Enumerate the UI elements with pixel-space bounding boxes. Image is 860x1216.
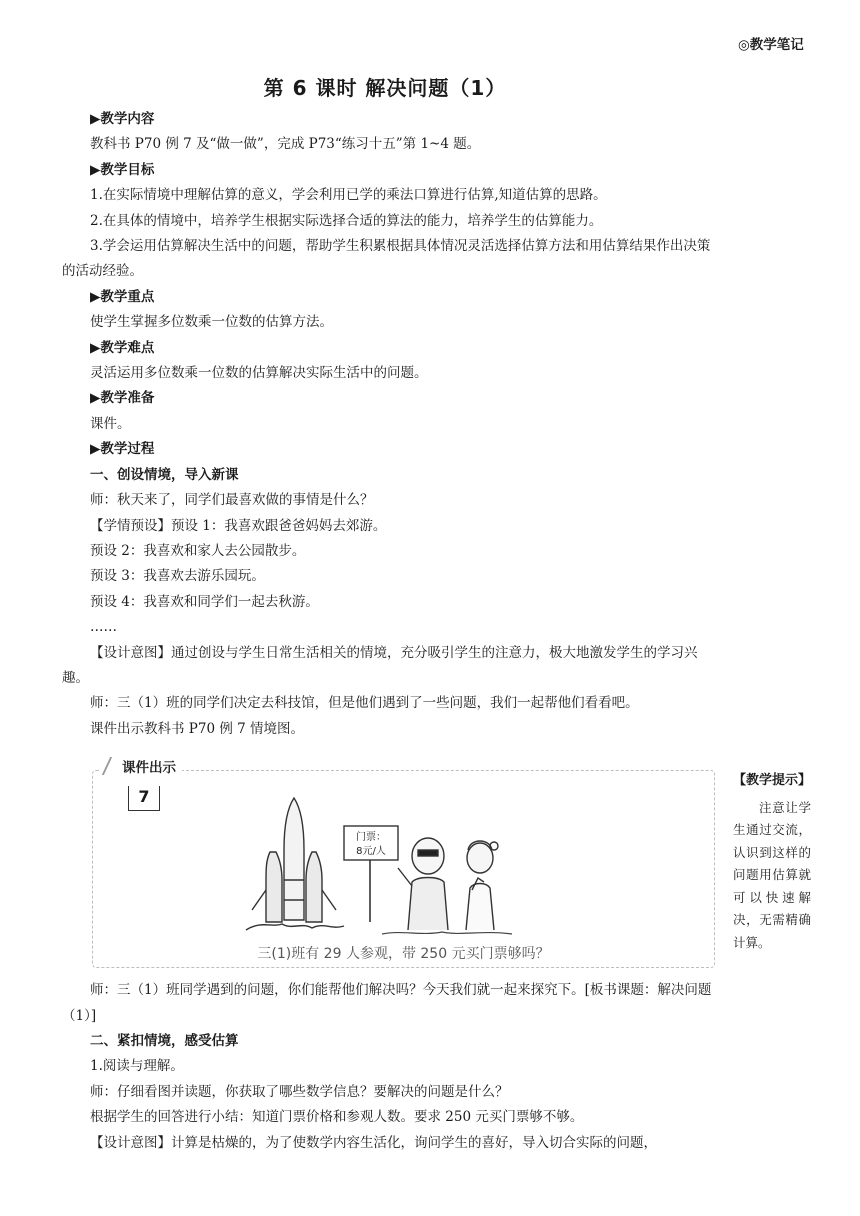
section-2-title: 二、紧扣情境，感受估算 xyxy=(90,1032,239,1049)
teaching-tip-title: 【教学提示】 xyxy=(733,773,812,788)
dialogue-line: 师：三（1）班同学遇到的问题，你们能帮他们解决吗？今天我们就一起来探究下。[板书课题：解决问题（1）] xyxy=(62,982,712,1024)
preparation-text: 课件。 xyxy=(90,415,131,432)
page-title: 第 6 课时 解决问题（1） xyxy=(263,76,507,100)
sign-line-1: 门票： xyxy=(356,832,386,844)
step-line: 1.阅读与理解。 xyxy=(90,1058,184,1075)
ticket-sign xyxy=(344,826,398,922)
teaching-tip xyxy=(733,770,811,954)
example-number: 7 xyxy=(128,786,160,811)
grass xyxy=(382,932,512,934)
courseware-tag-label: 课件出示 xyxy=(122,760,176,777)
dialogue-line: 师：仔细看图并读题，你获取了哪些数学信息？要解决的问题是什么？ xyxy=(90,1083,509,1100)
key-point-heading: ▶教学重点 xyxy=(90,288,155,305)
ellipsis-line: …… xyxy=(90,619,117,636)
teaching-notes-header: ◎教学笔记 xyxy=(738,37,804,53)
dialogue-line: 师：三（1）班的同学们决定去科技馆，但是他们遇到了一些问题，我们一起帮他们看看吧。 xyxy=(90,695,639,712)
courseware-tag xyxy=(100,756,182,781)
goal-item: 1.在实际情境中理解估算的意义，学会利用已学的乘法口算进行估算,知道估算的思路。 xyxy=(90,187,607,204)
key-point-text: 使学生掌握多位数乘一位数的估算方法。 xyxy=(90,314,333,331)
teaching-tip-text: 注意让学生通过交流，认识到这样的问题用估算就可以快速解决，无需精确计算。 xyxy=(733,799,811,950)
sign-line-2: 8元/人 xyxy=(356,846,386,858)
difficulty-text: 灵活运用多位数乘一位数的估算解决实际生活中的问题。 xyxy=(90,365,428,382)
goal-item: 3.学会运用估算解决生活中的问题，帮助学生积累根据具体情况灵活选择估算方法和用估算结果作出决策的活动经验。 xyxy=(62,238,711,280)
dialogue-line: 预设 3：我喜欢去游乐园玩。 xyxy=(90,568,265,585)
design-intent: 【设计意图】通过创设与学生日常生活相关的情境，充分吸引学生的注意力，极大地激发学生的学习兴趣。 xyxy=(62,644,698,686)
dialogue-line: 预设 4：我喜欢和同学们一起去秋游。 xyxy=(90,593,319,610)
design-intent: 【设计意图】计算是枯燥的，为了使数学内容生活化，询问学生的喜好，导入切合实际的问题， xyxy=(90,1134,657,1151)
dialogue-line: 课件出示教科书 P70 例 7 情境图。 xyxy=(90,720,305,737)
difficulty-heading: ▶教学难点 xyxy=(90,339,155,356)
content-text: 教科书 P70 例 7 及“做一做”，完成 P73“练习十五”第 1~4 题。 xyxy=(90,136,481,153)
scene-illustration xyxy=(232,790,532,940)
rocket-icon xyxy=(246,798,344,930)
courseware-figure xyxy=(92,756,715,968)
goals-heading: ▶教学目标 xyxy=(90,161,155,178)
summary-line: 根据学生的回答进行小结：知道门票价格和参观人数。要求 250 元买门票够不够。 xyxy=(90,1109,584,1126)
preparation-heading: ▶教学准备 xyxy=(90,390,155,407)
process-heading: ▶教学过程 xyxy=(90,441,155,458)
goal-item: 2.在具体的情境中，培养学生根据实际选择合适的算法的能力，培养学生的估算能力。 xyxy=(90,212,603,229)
teacher-figure-icon xyxy=(398,838,448,930)
main-content xyxy=(62,107,717,1156)
section-1-title: 一、创设情境，导入新课 xyxy=(90,466,239,483)
figure-caption: 三(1)班有 29 人参观，带 250 元买门票够吗？ xyxy=(257,946,550,963)
content-heading: ▶教学内容 xyxy=(90,111,155,127)
student-figure-icon xyxy=(466,841,498,930)
dialogue-line: 预设 2：我喜欢和家人去公园散步。 xyxy=(90,542,306,559)
dialogue-line: 师：秋天来了，同学们最喜欢做的事情是什么？ xyxy=(90,492,374,509)
dialogue-line: 【学情预设】预设 1：我喜欢跟爸爸妈妈去郊游。 xyxy=(90,517,387,534)
